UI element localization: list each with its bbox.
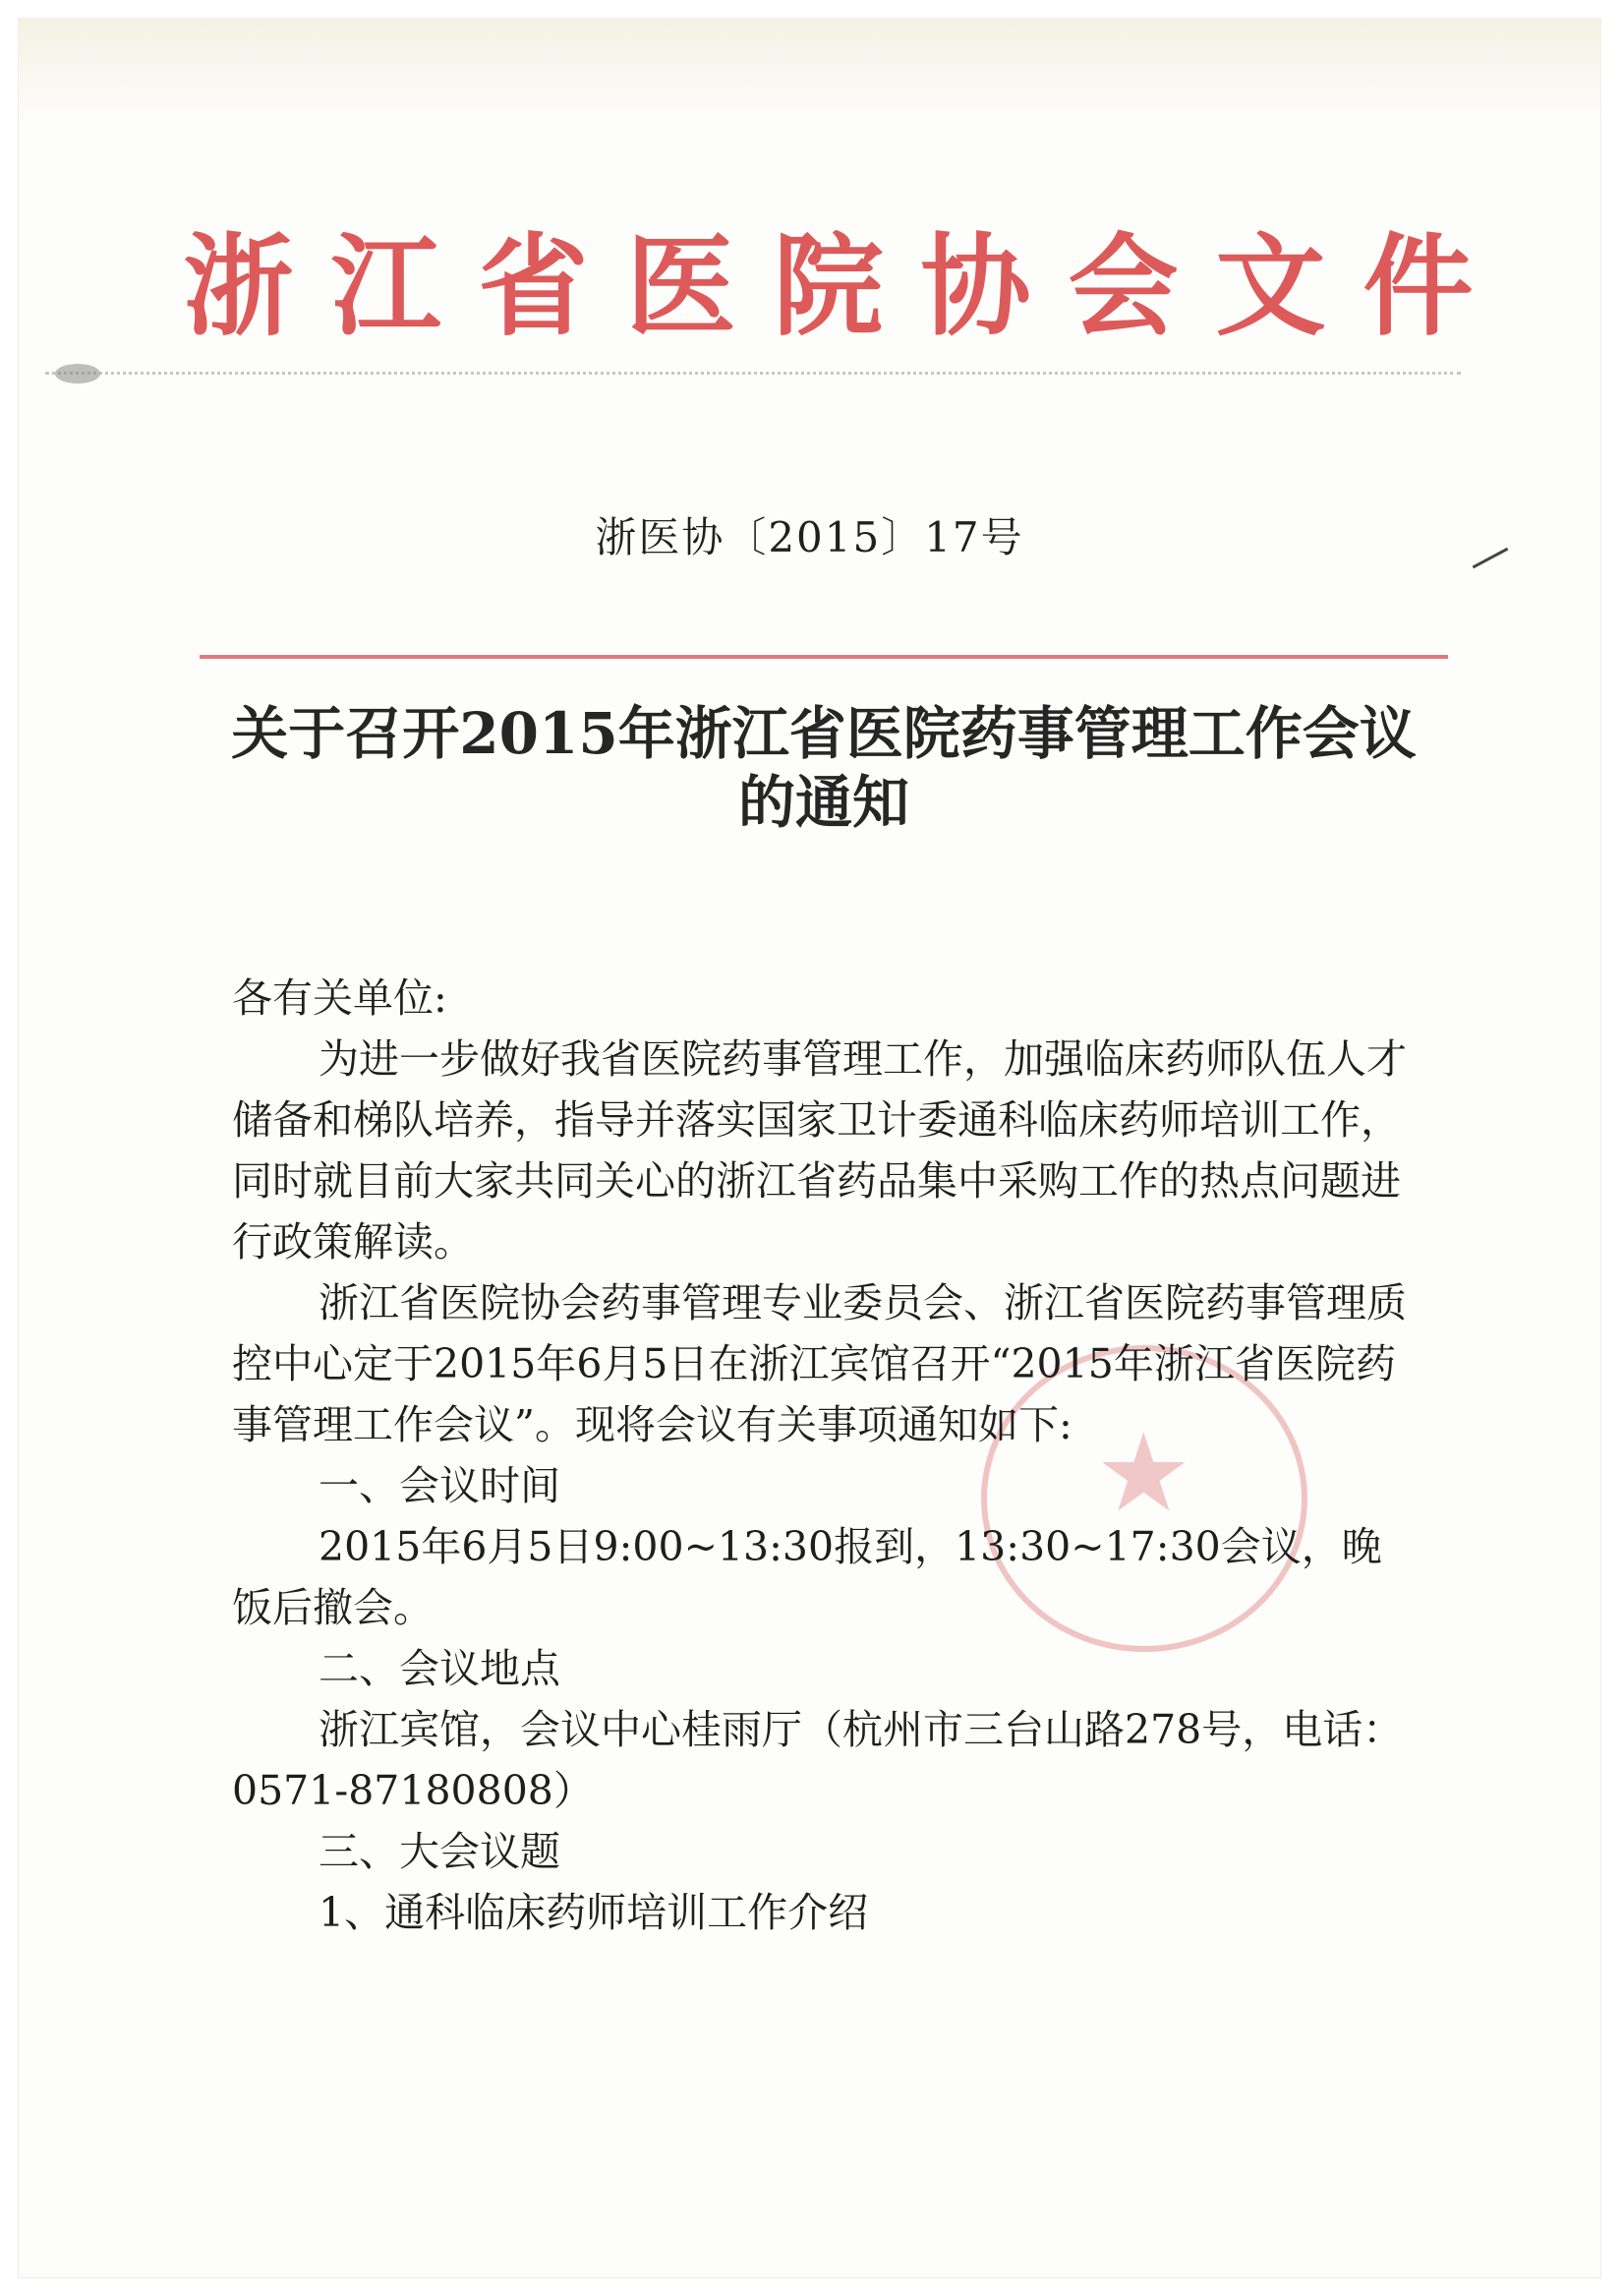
- topic-item-1: 1、通科临床药师培训工作介绍: [319, 1889, 869, 1936]
- salutation: 各有关单位:: [232, 974, 447, 1022]
- masthead-title: 浙江省医院协会文件: [183, 222, 1511, 351]
- paragraph-purpose: 为进一步做好我省医院药事管理工作，加强临床药师队伍人才储备和梯队培养，指导并落实国家卫计委通科临床药师培训工作，同时就目前大家共同关心的浙江省药品集中采购工作的热点问题进行政策解读。: [232, 1035, 1407, 1266]
- seal-star-icon: ★: [1095, 1410, 1192, 1536]
- document-number: 浙医协〔2015〕17号: [595, 513, 1024, 561]
- red-divider: [200, 655, 1448, 659]
- section-venue-text: 浙江宾馆，会议中心桂雨厅（杭州市三台山路278号，电话：0571-87180808）: [232, 1706, 1404, 1814]
- section-topics-heading: 三、大会议题: [319, 1828, 560, 1875]
- notice-title: [195, 699, 1453, 837]
- document-page: [18, 18, 1601, 2278]
- paragraph-announcement: 浙江省医院协会药事管理专业委员会、浙江省医院药事管理质控中心定于2015年6月5日在浙江宾馆召开“2015年浙江省医院药事管理工作会议”。现将会议有关事项通知如下:: [232, 1279, 1407, 1448]
- scan-shadow: [18, 18, 1601, 126]
- scan-smudge-blob: [55, 364, 100, 383]
- scan-smudge-line: [45, 372, 1461, 384]
- notice-title-line1: 关于召开2015年浙江省医院药事管理工作会议: [231, 700, 1417, 767]
- section-venue-heading: 二、会议地点: [319, 1645, 560, 1692]
- notice-body: [232, 968, 1417, 1943]
- section-time-text: 2015年6月5日9:00~13:30报到，13:30~17:30会议，晚饭后撤会。: [232, 1523, 1382, 1631]
- notice-title-line2: 的通知: [737, 769, 909, 836]
- section-time-heading: 一、会议时间: [319, 1462, 560, 1509]
